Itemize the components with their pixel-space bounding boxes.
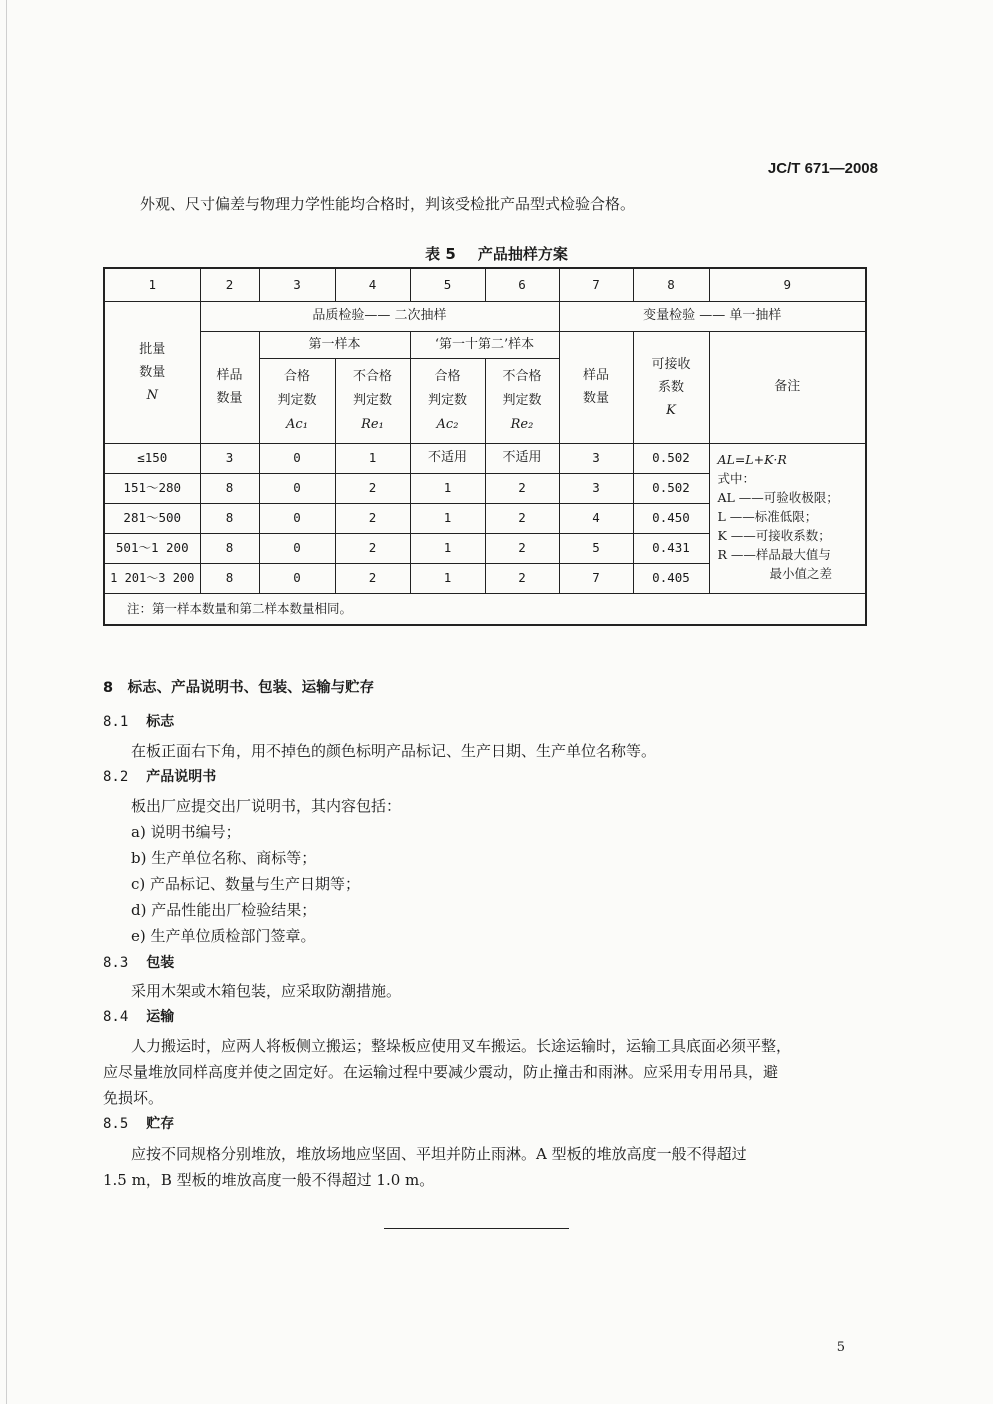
ac-label: 判定数 [427,392,467,408]
cell: 0.431 [633,533,709,563]
batch-cell: 1 201～3 200 [104,563,200,593]
section-number: 8.2 [103,769,129,785]
section-title: 贮存 [146,1116,175,1132]
sampling-plan-table [103,267,867,626]
table-row [104,443,866,473]
batch-cell: 501～1 200 [104,533,200,563]
cell: 0.405 [633,563,709,593]
cell: 0 [259,443,335,473]
first-sample-header: 第一样本 [259,331,410,358]
remark-header: 备注 [709,331,866,443]
single-sample-label: 样品 [582,368,609,383]
cell: 1 [410,473,485,503]
batch-cell: ≤150 [104,443,200,473]
list-item: e) 生产单位质检部门签章。 [131,927,316,945]
cell: 0 [259,563,335,593]
intro-text: 外观、尺寸偏差与物理力学性能均合格时，判该受检批产品型式检验合格。 [140,195,636,213]
remark-line: 式中： [717,470,756,486]
combined-sample-header: ‘第一十第二’样本 [410,331,559,358]
table-caption-title: 产品抽样方案 [477,245,568,263]
sample-qty-label: 样品 [216,368,243,383]
cell: 2 [485,473,559,503]
remark-line: AL=L+K·R [717,451,787,467]
batch-header [104,301,200,443]
double-sampling-group: 品质检验—— 二次抽样 [200,301,559,331]
col-number: 2 [200,268,259,301]
section-8-5-line: 1.5 m，B 型板的堆放高度一般不得超过 1.0 m。 [103,1171,435,1189]
ac-label: 合格 [283,368,310,384]
section-number: 8.3 [103,955,129,971]
cell: 1 [335,443,410,473]
section-number: 8.4 [103,1009,129,1025]
section-8-4-heading [103,1006,174,1026]
re-label: 不合格 [502,368,542,384]
list-item: d) 产品性能出厂检验结果； [131,901,317,919]
k-label: 可接收 [651,356,691,372]
cell: 0 [259,533,335,563]
remark-line: AL ——可验收极限； [717,489,839,505]
cell: 3 [559,473,633,503]
k-symbol: K [666,402,676,418]
section-title: 包装 [146,955,175,971]
remark-line: 最小值之差 [769,565,833,581]
section-8-4-line: 人力搬运时，应两人将板侧立搬运；整垛板应使用叉车搬运。长途运输时，运输工具底面必须平整， [131,1037,792,1055]
cell: 1 [410,503,485,533]
cell: 4 [559,503,633,533]
col-number: 5 [410,268,485,301]
cell: 0 [259,473,335,503]
section-8-3-text: 采用木架或木箱包装，应采取防潮措施。 [131,982,402,1000]
cell: 2 [335,563,410,593]
standard-number: JC/T 671—2008 [767,160,878,177]
col-number: 8 [633,268,709,301]
sample-qty-header [200,331,259,443]
remark-line: K ——可接收系数； [717,527,831,543]
cell: 不适用 [485,443,559,473]
cell: 3 [200,443,259,473]
ac1-header [259,358,335,443]
section-8-5-line: 应按不同规格分别堆放，堆放场地应坚固、平坦并防止雨淋。A 型板的堆放高度一般不得超过 [131,1145,747,1163]
section-8-1-heading [103,711,174,731]
section-8-2-text: 板出厂应提交出厂说明书，其内容包括： [131,797,402,815]
cell: 2 [485,503,559,533]
col-number: 1 [104,268,200,301]
col-number: 6 [485,268,559,301]
re1-symbol: Re₁ [361,416,384,432]
table-caption [0,243,993,264]
remark-line: R ——样品最大值与 [717,546,831,562]
sample-qty-label: 数量 [216,391,243,406]
section-8-5-heading [103,1113,174,1133]
cell: 2 [335,533,410,563]
cell: 7 [559,563,633,593]
batch-label: 数量 [139,364,166,380]
page-edge [6,0,7,1404]
re-label: 不合格 [352,368,392,384]
table-caption-number: 表 5 [425,245,456,263]
re2-symbol: Re₂ [510,416,534,432]
remark-line: L ——标准低限； [717,508,818,524]
batch-cell: 151～280 [104,473,200,503]
cell: 3 [559,443,633,473]
cell: 2 [485,533,559,563]
page-number: 5 [836,1340,845,1355]
remark-cell [709,443,866,593]
section-8-3-heading [103,952,174,972]
cell: 0.450 [633,503,709,533]
cell: 1 [410,563,485,593]
ac2-symbol: Ac₂ [436,416,459,432]
single-sampling-group: 变量检验 —— 单一抽样 [559,301,866,331]
list-item: b) 生产单位名称、商标等； [131,849,317,867]
cell: 2 [335,503,410,533]
cell: 8 [200,473,259,503]
col-number: 3 [259,268,335,301]
re2-header [485,358,559,443]
re1-header [335,358,410,443]
section-title: 标志 [146,714,175,730]
cell: 0 [259,503,335,533]
cell: 1 [410,533,485,563]
single-sample-qty-header [559,331,633,443]
cell: 0.502 [633,443,709,473]
col-number: 7 [559,268,633,301]
section-8-4-line: 应尽量堆放同样高度并使之固定好。在运输过程中要减少震动，防止撞击和雨淋。应采用专用吊具，避 [103,1063,779,1081]
cell: 5 [559,533,633,563]
re-label: 判定数 [352,392,392,408]
single-sample-label: 数量 [582,391,609,406]
cell: 不适用 [410,443,485,473]
end-rule [384,1228,569,1229]
batch-label: 批量 [139,341,166,357]
section-number: 8.5 [103,1116,129,1132]
section-8-title: 8 标志、产品说明书、包装、运输与贮存 [103,680,375,696]
col-number: 9 [709,268,866,301]
section-8-4-line: 免损坏。 [103,1089,164,1107]
cell: 2 [335,473,410,503]
batch-symbol: N [146,387,158,403]
col-number: 4 [335,268,410,301]
cell: 2 [485,563,559,593]
column-number-row [104,268,866,301]
k-label: 系数 [657,379,684,395]
ac1-symbol: Ac₁ [286,416,308,432]
ac2-header [410,358,485,443]
ac-label: 合格 [434,368,461,384]
section-8-1-text: 在板正面右下角，用不掉色的颜色标明产品标记、生产日期、生产单位名称等。 [131,742,657,760]
cell: 8 [200,563,259,593]
cell: 8 [200,503,259,533]
re-label: 判定数 [502,392,542,408]
list-item: a) 说明书编号； [131,823,241,841]
section-8-2-heading [103,766,216,786]
cell: 0.502 [633,473,709,503]
section-title: 产品说明书 [146,769,217,785]
batch-cell: 281～500 [104,503,200,533]
k-header [633,331,709,443]
ac-label: 判定数 [277,392,317,408]
cell: 8 [200,533,259,563]
list-item: c) 产品标记、数量与生产日期等； [131,875,361,893]
table-note: 注：第一样本数量和第二样本数量相同。 [104,593,866,625]
section-title: 运输 [146,1009,175,1025]
section-number: 8.1 [103,714,129,730]
